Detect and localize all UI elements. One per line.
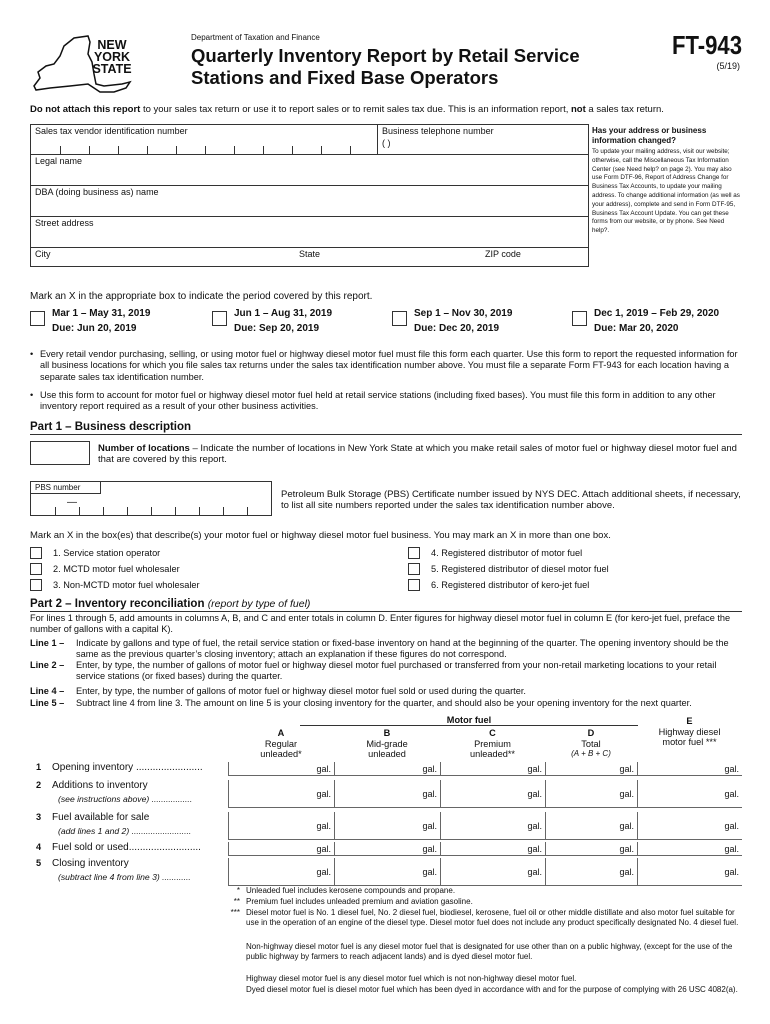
business-type-checkbox-6[interactable]	[408, 579, 420, 591]
line-number-1: 1	[36, 762, 42, 772]
column-header-c	[440, 728, 545, 760]
part2-subtitle: (report by type of fuel)	[207, 598, 311, 610]
period-checkbox-4[interactable]	[572, 311, 587, 326]
city-field[interactable]	[31, 248, 295, 266]
line-3-col-c-input[interactable]	[440, 812, 545, 840]
bullet-2: • Use this form to account for motor fuel or highway diesel motor fuel held at retail service stations (including fixed bases). You must file this form in addition to any other inventory report required as a result of your other business activities.	[30, 390, 742, 413]
digit-tick	[176, 146, 177, 154]
gallons-unit: gal.	[527, 789, 542, 799]
logo-text: NEW YORK STATE	[92, 38, 132, 76]
period-checkbox-1[interactable]	[30, 311, 45, 326]
footnote-marker: *	[236, 886, 240, 895]
line-instruction-text-1: Indicate by gallons and type of fuel, the retail service station or fixed-base inventory on hand at the beginning of the quarter. The opening inventory should be the same as the previous quarter’s closing inventory; attach an explanation if these figures do not correspond.	[76, 638, 729, 660]
sidebar-text: To update your mailing address, visit our website; otherwise, call the Miscellaneous Tax Information Center (see Need help? on page 2). You may also use Form DTF-96, Report of Address Change for Business Tax Accounts, to update your mailing address. To change additional information (as well as your address), complete and send in Form DTF-95, Business Tax Account Update. You can get these forms from our website, or by phone. See Need help?.	[592, 148, 740, 235]
line-number-2: 2	[36, 780, 42, 790]
city-label: City	[35, 249, 51, 259]
column-header-e	[637, 716, 742, 748]
phone-field[interactable]	[378, 125, 588, 155]
line-2-col-b-input[interactable]	[334, 780, 440, 808]
digit-tick	[60, 146, 61, 154]
phone-parens: ( )	[382, 138, 391, 148]
legal-name-field[interactable]	[31, 155, 588, 186]
line-4-col-c-input[interactable]	[440, 842, 545, 856]
gallons-unit: gal.	[422, 867, 437, 877]
line-label-3: Fuel available for sale	[52, 812, 150, 823]
gallons-unit: gal.	[619, 867, 634, 877]
line-label-5: Closing inventory	[52, 858, 129, 869]
notice-text-2: a sales tax return.	[585, 104, 664, 115]
business-type-checkbox-4[interactable]	[408, 547, 420, 559]
digit-tick	[247, 507, 248, 515]
digit-tick	[350, 146, 351, 154]
digit-tick	[55, 507, 56, 515]
line-4-col-d-input[interactable]	[545, 842, 637, 856]
gallons-unit: gal.	[619, 821, 634, 831]
column-letter: B	[383, 728, 391, 738]
bullet-1: • Every retail vendor purchasing, selling, or using motor fuel or highway diesel motor fuel must file this form each quarter. Use this form to report the requested information for all business locations for which you file sales tax returns under the sales tax identification number above. You must file a separate Form FT-943 for each location having a separate sales tax identification number.	[30, 349, 742, 383]
digit-tick	[89, 146, 90, 154]
line-label-2: Additions to inventory	[52, 780, 148, 791]
gallons-unit: gal.	[422, 821, 437, 831]
column-letter: A	[277, 728, 285, 738]
street-label: Street address	[35, 218, 94, 228]
line-number-3: 3	[36, 812, 42, 822]
gallons-unit: gal.	[619, 789, 634, 799]
gallons-unit: gal.	[316, 764, 331, 774]
period-instruction: Mark an X in the appropriate box to indicate the period covered by this report.	[30, 291, 373, 302]
line-label-4: Fuel sold or used..........................	[52, 842, 201, 853]
line-2-col-e-input[interactable]	[637, 780, 742, 808]
period-due-1: Due: Jun 20, 2019	[52, 323, 137, 334]
part2-title: Part 2 – Inventory reconciliation	[30, 598, 205, 610]
line-3-col-b-input[interactable]	[334, 812, 440, 840]
column-name: Total	[581, 738, 601, 749]
part1-heading: Part 1 – Business description	[30, 420, 742, 435]
digit-tick	[263, 146, 264, 154]
line-5-col-b-input[interactable]	[334, 858, 440, 886]
sidebar-title: Has your address or business information changed?	[592, 126, 707, 145]
business-type-checkbox-3[interactable]	[30, 579, 42, 591]
line-4-col-a-input[interactable]	[228, 842, 334, 856]
digit-tick	[292, 146, 293, 154]
digit-tick	[199, 507, 200, 515]
state-field[interactable]	[295, 248, 481, 266]
street-field[interactable]	[31, 217, 588, 248]
zip-label: ZIP code	[485, 249, 521, 259]
column-letter: C	[489, 728, 496, 738]
business-type-instruction: Mark an X in the box(es) that describe(s) your motor fuel or highway diesel motor fuel business. You may mark an X in more than one box.	[30, 530, 611, 541]
gallons-unit: gal.	[422, 844, 437, 854]
line-instruction-key-2: Line 2 –	[30, 660, 65, 670]
column-header-a	[228, 728, 334, 760]
line-number-4: 4	[36, 842, 42, 852]
line-5-col-e-input[interactable]	[637, 858, 742, 886]
column-name: Mid-grade unleaded	[366, 738, 408, 759]
period-range-2: Jun 1 – Aug 31, 2019	[234, 308, 333, 319]
period-checkbox-2[interactable]	[212, 311, 227, 326]
part2-heading	[30, 597, 742, 612]
gallons-unit: gal.	[724, 764, 739, 774]
line-5-col-d-input[interactable]	[545, 858, 637, 886]
line-label-1: Opening inventory ........................	[52, 762, 203, 773]
dba-label: DBA (doing business as) name	[35, 187, 159, 197]
notice-bold-1: Do not attach this report	[30, 104, 141, 115]
notice-text-1: to your sales tax return or use it to report sales or to remit sales tax due. This is an information report,	[140, 104, 571, 115]
footnote-3: Diesel motor fuel is No. 1 diesel fuel, No. 2 diesel fuel, biodiesel, kerosene, fuel oil or other middle distillate and also motor fuel suitable for use in the operation of an engine of the diesel type. Diesel motor fuel does not include any product specifically designated No. 4 diesel fuel.	[246, 908, 739, 927]
form-title: Quarterly Inventory Report by Retail Service Stations and Fixed Base Operators	[191, 45, 580, 88]
footnote-2: Premium fuel includes unleaded premium and aviation gasoline.	[246, 897, 473, 906]
gallons-unit: gal.	[724, 789, 739, 799]
line-2-col-d-input[interactable]	[545, 780, 637, 808]
footnote-6: Dyed diesel motor fuel is diesel motor fuel which has been dyed in accordance with and for the purpose of complying with 26 USC 4082(a).	[246, 985, 738, 994]
zip-field[interactable]	[481, 248, 588, 266]
gallons-unit: gal.	[527, 867, 542, 877]
line-instruction-key-4: Line 5 –	[30, 698, 65, 708]
business-type-label-1: 1. Service station operator	[53, 548, 161, 558]
gallons-unit: gal.	[316, 867, 331, 877]
footnote-4: Non-highway diesel motor fuel is any diesel motor fuel that is designated for use other than on a public highway, (except for the use of the public highway by farmers to reach adjacent lands) and is dyed diesel motor fuel.	[246, 942, 733, 961]
line-4-col-b-input[interactable]	[334, 842, 440, 856]
digit-tick	[103, 507, 104, 515]
digit-tick	[151, 507, 152, 515]
line-sublabel-5: (subtract line 4 from line 3) ............	[58, 872, 191, 882]
digit-tick	[223, 507, 224, 515]
locations-text	[98, 443, 738, 466]
period-due-3: Due: Dec 20, 2019	[414, 323, 500, 334]
pbs-label: PBS number	[31, 482, 101, 494]
digit-tick	[79, 507, 80, 515]
locations-input[interactable]	[30, 441, 90, 465]
period-range-1: Mar 1 – May 31, 2019	[52, 308, 151, 319]
business-type-label-5: 5. Registered distributor of diesel motor fuel	[431, 564, 609, 574]
line-2-col-a-input[interactable]	[228, 780, 334, 808]
gallons-unit: gal.	[422, 764, 437, 774]
department-name: Department of Taxation and Finance	[191, 33, 320, 42]
line-1-col-e-input[interactable]	[637, 762, 742, 776]
period-range-3: Sep 1 – Nov 30, 2019	[414, 308, 513, 319]
footnote-5: Highway diesel motor fuel is any diesel motor fuel which is not non-highway diesel motor fuel.	[246, 974, 577, 983]
line-instruction-text-3: Enter, by type, the number of gallons of motor fuel or highway diesel motor fuel sold or used during the quarter.	[76, 686, 526, 696]
line-1-col-b-input[interactable]	[334, 762, 440, 776]
gallons-unit: gal.	[422, 789, 437, 799]
line-3-col-d-input[interactable]	[545, 812, 637, 840]
gallons-unit: gal.	[316, 821, 331, 831]
line-4-col-e-input[interactable]	[637, 842, 742, 856]
form-number: FT-943	[671, 30, 742, 60]
gallons-unit: gal.	[724, 867, 739, 877]
column-header-b	[334, 728, 440, 760]
footnote-marker: ***	[230, 908, 240, 917]
footnote-marker: **	[233, 897, 240, 906]
line-instruction-key-1: Line 1 –	[30, 638, 65, 648]
digit-tick	[175, 507, 176, 515]
part2-intro: For lines 1 through 5, add amounts in columns A, B, and C and enter totals in column D. Enter figures for highway diesel motor fuel in column E (for kero-jet fuel, preface the number of gallons with a capital K).	[30, 613, 731, 635]
address-change-sidebar	[592, 126, 742, 236]
column-header-d	[545, 728, 637, 760]
line-sublabel-3: (add lines 1 and 2) .........................	[58, 826, 192, 836]
period-range-4: Dec 1, 2019 – Feb 29, 2020	[594, 308, 720, 319]
column-formula: (A + B + C)	[571, 749, 611, 758]
gallons-unit: gal.	[527, 844, 542, 854]
digit-tick	[118, 146, 119, 154]
line-instruction-text-2: Enter, by type, the number of gallons of motor fuel or highway diesel motor fuel purchased or transferred from your non-retail marketing locations to your retail service stations (or fixed bases) during the quarter.	[76, 660, 717, 682]
column-letter: E	[686, 716, 693, 726]
line-1-col-d-input[interactable]	[545, 762, 637, 776]
state-label: State	[299, 249, 321, 259]
digit-tick	[205, 146, 206, 154]
line-1-col-c-input[interactable]	[440, 762, 545, 776]
business-type-checkbox-2[interactable]	[30, 563, 42, 575]
locations-desc: – Indicate the number of locations in New York State at which you make retail sales of motor fuel or highway diesel motor fuel and that are covered by this report.	[98, 443, 737, 466]
notice	[30, 104, 664, 115]
digit-tick	[147, 146, 148, 154]
gallons-unit: gal.	[724, 821, 739, 831]
vendor-id-label: Sales tax vendor identification number	[35, 126, 188, 136]
id-box	[30, 124, 589, 267]
form-revision: (5/19)	[716, 61, 740, 71]
business-type-label-3: 3. Non-MCTD motor fuel wholesaler	[53, 580, 200, 590]
column-name: Highway diesel motor fuel ***	[658, 726, 721, 747]
phone-label: Business telephone number	[382, 126, 494, 136]
gallons-unit: gal.	[619, 844, 634, 854]
footnote-1: Unleaded fuel includes kerosene compounds and propane.	[246, 886, 456, 895]
business-type-label-4: 4. Registered distributor of motor fuel	[431, 548, 583, 558]
column-letter: D	[587, 728, 595, 738]
gallons-unit: gal.	[527, 821, 542, 831]
business-type-checkbox-1[interactable]	[30, 547, 42, 559]
locations-label: Number of locations	[98, 443, 190, 454]
line-5-col-c-input[interactable]	[440, 858, 545, 886]
digit-tick	[321, 146, 322, 154]
business-type-label-2: 2. MCTD motor fuel wholesaler	[53, 564, 180, 574]
digit-tick	[234, 146, 235, 154]
motor-fuel-header: Motor fuel	[300, 715, 638, 726]
gallons-unit: gal.	[316, 844, 331, 854]
pbs-text: Petroleum Bulk Storage (PBS) Certificate number issued by NYS DEC. Attach additional sheets, if necessary, to list all site numbers reported under the sales tax identification number above.	[281, 489, 741, 512]
pbs-dash: —	[67, 497, 77, 508]
legal-name-label: Legal name	[35, 156, 83, 166]
line-5-col-a-input[interactable]	[228, 858, 334, 886]
notice-bold-2: not	[571, 104, 586, 115]
business-type-label-6: 6. Registered distributor of kero-jet fuel	[431, 580, 590, 590]
gallons-unit: gal.	[316, 789, 331, 799]
dba-field[interactable]	[31, 186, 588, 217]
vendor-id-field[interactable]	[31, 125, 378, 155]
gallons-unit: gal.	[527, 764, 542, 774]
line-3-col-e-input[interactable]	[637, 812, 742, 840]
digit-tick	[127, 507, 128, 515]
line-instruction-key-3: Line 4 –	[30, 686, 65, 696]
line-1-col-a-input[interactable]	[228, 762, 334, 776]
business-type-checkbox-5[interactable]	[408, 563, 420, 575]
period-checkbox-3[interactable]	[392, 311, 407, 326]
pbs-number-field[interactable]	[30, 481, 272, 516]
line-instruction-text-4: Subtract line 4 from line 3. The amount on line 5 is your closing inventory for the quarter, and should also be your opening inventory for the next quarter.	[76, 698, 692, 708]
line-sublabel-2: (see instructions above) .................	[58, 794, 193, 804]
line-3-col-a-input[interactable]	[228, 812, 334, 840]
period-due-2: Due: Sep 20, 2019	[234, 323, 320, 334]
period-due-4: Due: Mar 20, 2020	[594, 323, 679, 334]
column-name: Premium unleaded**	[470, 738, 515, 759]
line-2-col-c-input[interactable]	[440, 780, 545, 808]
gallons-unit: gal.	[724, 844, 739, 854]
line-number-5: 5	[36, 858, 42, 868]
column-name: Regular unleaded*	[260, 738, 302, 759]
gallons-unit: gal.	[619, 764, 634, 774]
